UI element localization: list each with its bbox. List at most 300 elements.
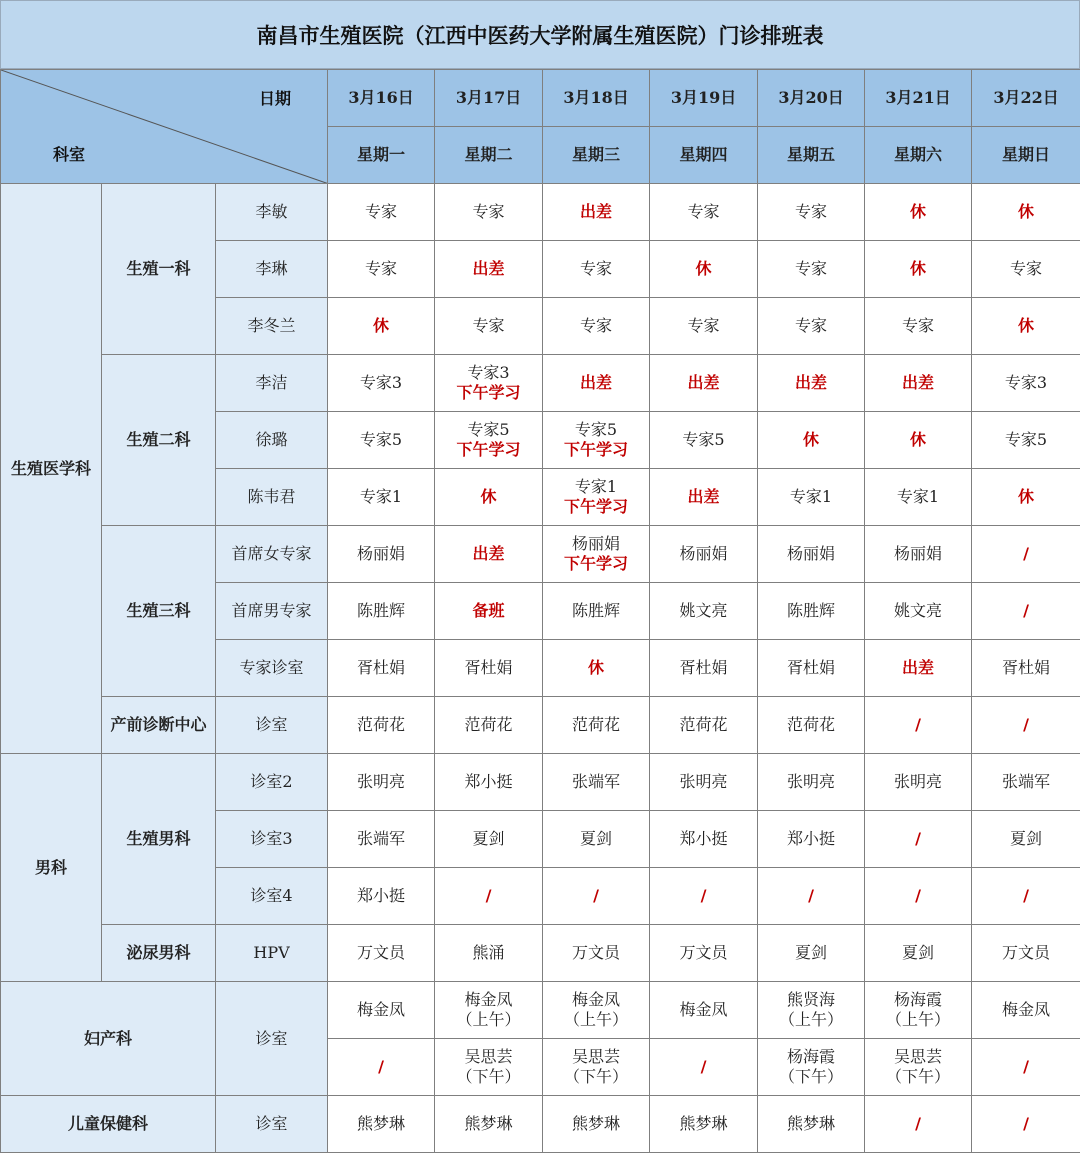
status-text: /	[328, 1057, 434, 1077]
assignment-text: 夏剑	[758, 943, 864, 963]
schedule-cell	[328, 355, 435, 412]
doctor-or-room-cell: 首席女专家	[216, 526, 328, 583]
assignment-text: 专家	[758, 202, 864, 222]
schedule-cell	[543, 526, 650, 583]
assignment-text: 专家5	[328, 430, 434, 450]
assignment-text: 郑小挺	[435, 772, 542, 792]
assignment-text: 专家1	[865, 487, 971, 507]
assignment-text: （下午）	[543, 1067, 649, 1087]
schedule-cell	[972, 982, 1080, 1039]
status-text: 休	[865, 202, 971, 222]
status-text: 出差	[650, 373, 757, 393]
weekday-header: 星期日	[972, 127, 1080, 184]
assignment-text: 专家5	[435, 420, 542, 440]
schedule-cell	[328, 1096, 435, 1153]
schedule-row	[1, 697, 1080, 754]
assignment-text: 熊梦琳	[435, 1114, 542, 1134]
schedule-cell	[328, 526, 435, 583]
status-text: /	[650, 886, 757, 906]
assignment-text: 梅金凤	[328, 1000, 434, 1020]
assignment-text: 陈胜辉	[543, 601, 649, 621]
assignment-text: 吴思芸	[435, 1047, 542, 1067]
assignment-text: 万文员	[543, 943, 649, 963]
schedule-cell	[543, 1039, 650, 1096]
assignment-text: （上午）	[758, 1010, 864, 1030]
schedule-cell	[543, 982, 650, 1039]
schedule-cell	[650, 697, 758, 754]
doctor-or-room-cell: 诊室	[216, 1096, 328, 1153]
assignment-text: 胥杜娟	[435, 658, 542, 678]
page-title: 南昌市生殖医院（江西中医药大学附属生殖医院）门诊排班表	[0, 0, 1080, 69]
department-cell: 生殖医学科	[1, 184, 102, 754]
status-text: 备班	[435, 601, 542, 621]
schedule-cell	[543, 469, 650, 526]
schedule-cell	[543, 754, 650, 811]
date-axis-label: 日期	[259, 89, 291, 109]
schedule-cell	[328, 811, 435, 868]
status-text: /	[543, 886, 649, 906]
schedule-cell	[972, 583, 1080, 640]
schedule-cell	[972, 355, 1080, 412]
status-text: /	[972, 886, 1080, 906]
assignment-text: （下午）	[435, 1067, 542, 1087]
assignment-text: 张明亮	[328, 772, 434, 792]
schedule-cell	[865, 241, 972, 298]
assignment-text: 梅金凤	[543, 990, 649, 1010]
schedule-row	[1, 355, 1080, 412]
status-text: /	[865, 1114, 971, 1134]
date-header: 3月16日	[328, 70, 435, 127]
assignment-text: 专家1	[758, 487, 864, 507]
sub-department-cell: 泌尿男科	[102, 925, 216, 982]
weekday-header: 星期六	[865, 127, 972, 184]
status-text: /	[865, 829, 971, 849]
schedule-cell	[328, 298, 435, 355]
assignment-text: 张端军	[972, 772, 1080, 792]
assignment-text: （上午）	[865, 1010, 971, 1030]
schedule-cell	[865, 1096, 972, 1153]
assignment-text: 专家3	[972, 373, 1080, 393]
status-text: 休	[865, 259, 971, 279]
department-cell: 儿童保健科	[1, 1096, 216, 1153]
schedule-cell	[650, 184, 758, 241]
assignment-text: 夏剑	[543, 829, 649, 849]
schedule-cell	[328, 1039, 435, 1096]
schedule-cell	[865, 754, 972, 811]
schedule-cell	[865, 298, 972, 355]
doctor-or-room-cell: 首席男专家	[216, 583, 328, 640]
schedule-cell	[328, 868, 435, 925]
assignment-text: 专家	[650, 202, 757, 222]
status-text: 出差	[865, 373, 971, 393]
schedule-cell	[972, 241, 1080, 298]
schedule-cell	[435, 1096, 543, 1153]
status-text: /	[972, 1114, 1080, 1134]
schedule-cell	[543, 412, 650, 469]
doctor-or-room-cell: 诊室	[216, 982, 328, 1096]
schedule-cell	[543, 925, 650, 982]
schedule-cell	[865, 811, 972, 868]
schedule-cell	[758, 412, 865, 469]
schedule-row	[1, 184, 1080, 241]
assignment-text: 杨海霞	[865, 990, 971, 1010]
sub-department-cell: 产前诊断中心	[102, 697, 216, 754]
doctor-or-room-cell: 诊室4	[216, 868, 328, 925]
doctor-or-room-cell: 诊室2	[216, 754, 328, 811]
dept-axis-label: 科室	[53, 145, 85, 165]
status-text: 休	[543, 658, 649, 678]
status-text: /	[972, 1057, 1080, 1077]
schedule-cell	[972, 754, 1080, 811]
assignment-text: 杨海霞	[758, 1047, 864, 1067]
assignment-text: 杨丽娟	[758, 544, 864, 564]
status-text: 出差	[435, 544, 542, 564]
status-text: /	[972, 601, 1080, 621]
schedule-cell	[972, 184, 1080, 241]
status-text: /	[650, 1057, 757, 1077]
status-text: 休	[328, 316, 434, 336]
schedule-cell	[758, 925, 865, 982]
date-header: 3月22日	[972, 70, 1080, 127]
schedule-cell	[328, 697, 435, 754]
schedule-cell	[543, 583, 650, 640]
schedule-cell	[972, 697, 1080, 754]
date-header: 3月21日	[865, 70, 972, 127]
assignment-text: 专家5	[972, 430, 1080, 450]
status-text: 下午学习	[543, 497, 649, 517]
schedule-cell	[758, 811, 865, 868]
doctor-or-room-cell: 李洁	[216, 355, 328, 412]
doctor-or-room-cell: 诊室3	[216, 811, 328, 868]
schedule-cell	[972, 526, 1080, 583]
status-text: 休	[865, 430, 971, 450]
assignment-text: 专家1	[543, 477, 649, 497]
status-text: 休	[972, 202, 1080, 222]
assignment-text: 专家	[650, 316, 757, 336]
schedule-cell	[543, 811, 650, 868]
schedule-cell	[650, 412, 758, 469]
schedule-cell	[328, 754, 435, 811]
status-text: 出差	[543, 202, 649, 222]
assignment-text: 吴思芸	[865, 1047, 971, 1067]
assignment-text: 专家5	[543, 420, 649, 440]
schedule-cell	[435, 811, 543, 868]
assignment-text: （上午）	[543, 1010, 649, 1030]
schedule-cell	[435, 469, 543, 526]
assignment-text: 熊梦琳	[328, 1114, 434, 1134]
assignment-text: 万文员	[650, 943, 757, 963]
status-text: 下午学习	[543, 554, 649, 574]
sub-department-cell: 生殖二科	[102, 355, 216, 526]
assignment-text: 专家3	[435, 363, 542, 383]
assignment-text: 范荷花	[758, 715, 864, 735]
assignment-text: 张端军	[328, 829, 434, 849]
assignment-text: 张明亮	[865, 772, 971, 792]
assignment-text: 万文员	[328, 943, 434, 963]
schedule-cell	[972, 469, 1080, 526]
schedule-cell	[865, 469, 972, 526]
status-text: /	[435, 886, 542, 906]
assignment-text: 专家	[865, 316, 971, 336]
schedule-cell	[865, 184, 972, 241]
assignment-text: 胥杜娟	[972, 658, 1080, 678]
schedule-cell	[435, 355, 543, 412]
assignment-text: 专家	[435, 202, 542, 222]
date-header: 3月20日	[758, 70, 865, 127]
schedule-cell	[865, 1039, 972, 1096]
sub-department-cell: 生殖一科	[102, 184, 216, 355]
assignment-text: 郑小挺	[758, 829, 864, 849]
schedule-cell	[435, 1039, 543, 1096]
schedule-cell	[435, 697, 543, 754]
assignment-text: 胥杜娟	[328, 658, 434, 678]
assignment-text: 杨丽娟	[328, 544, 434, 564]
assignment-text: 范荷花	[328, 715, 434, 735]
assignment-text: 夏剑	[972, 829, 1080, 849]
status-text: 休	[972, 487, 1080, 507]
doctor-or-room-cell: 李敏	[216, 184, 328, 241]
schedule-cell	[328, 640, 435, 697]
assignment-text: 专家	[758, 259, 864, 279]
schedule-cell	[758, 469, 865, 526]
schedule-cell	[758, 640, 865, 697]
schedule-cell	[543, 184, 650, 241]
status-text: 休	[758, 430, 864, 450]
schedule-cell	[328, 469, 435, 526]
status-text: 休	[650, 259, 757, 279]
doctor-or-room-cell: 陈韦君	[216, 469, 328, 526]
schedule-cell	[650, 754, 758, 811]
schedule-cell	[435, 583, 543, 640]
schedule-cell	[650, 526, 758, 583]
schedule-cell	[435, 184, 543, 241]
schedule-cell	[328, 184, 435, 241]
assignment-text: 专家1	[328, 487, 434, 507]
assignment-text: 陈胜辉	[328, 601, 434, 621]
assignment-text: 专家	[328, 259, 434, 279]
assignment-text: 杨丽娟	[543, 534, 649, 554]
schedule-cell	[328, 241, 435, 298]
assignment-text: （下午）	[865, 1067, 971, 1087]
doctor-or-room-cell: 诊室	[216, 697, 328, 754]
schedule-cell	[435, 925, 543, 982]
date-header: 3月19日	[650, 70, 758, 127]
schedule-cell	[758, 298, 865, 355]
schedule-table	[0, 69, 1080, 1153]
assignment-text: 范荷花	[650, 715, 757, 735]
sub-department-cell: 生殖三科	[102, 526, 216, 697]
schedule-cell	[758, 184, 865, 241]
schedule-cell	[543, 298, 650, 355]
assignment-text: 专家5	[650, 430, 757, 450]
status-text: 出差	[758, 373, 864, 393]
assignment-text: 郑小挺	[328, 886, 434, 906]
schedule-cell	[650, 241, 758, 298]
schedule-cell	[650, 1039, 758, 1096]
status-text: 出差	[543, 373, 649, 393]
assignment-text: 专家	[328, 202, 434, 222]
schedule-row	[1, 925, 1080, 982]
assignment-text: 熊贤海	[758, 990, 864, 1010]
weekday-header: 星期五	[758, 127, 865, 184]
schedule-cell	[435, 982, 543, 1039]
assignment-text: 专家	[435, 316, 542, 336]
schedule-cell	[543, 241, 650, 298]
schedule-cell	[972, 868, 1080, 925]
schedule-cell	[865, 355, 972, 412]
schedule-cell	[435, 412, 543, 469]
schedule-cell	[758, 754, 865, 811]
schedule-cell	[758, 241, 865, 298]
schedule-cell	[972, 1096, 1080, 1153]
schedule-cell	[865, 868, 972, 925]
schedule-cell	[543, 640, 650, 697]
assignment-text: 夏剑	[435, 829, 542, 849]
doctor-or-room-cell: 李冬兰	[216, 298, 328, 355]
schedule-cell	[650, 355, 758, 412]
schedule-cell	[758, 583, 865, 640]
schedule-cell	[650, 469, 758, 526]
doctor-or-room-cell: HPV	[216, 925, 328, 982]
status-text: 休	[435, 487, 542, 507]
schedule-cell	[865, 526, 972, 583]
assignment-text: 范荷花	[435, 715, 542, 735]
assignment-text: 熊梦琳	[758, 1114, 864, 1134]
schedule-cell	[758, 526, 865, 583]
status-text: /	[758, 886, 864, 906]
schedule-cell	[650, 811, 758, 868]
schedule-cell	[650, 925, 758, 982]
schedule-cell	[865, 925, 972, 982]
schedule-cell	[865, 697, 972, 754]
assignment-text: 范荷花	[543, 715, 649, 735]
header-corner-cell	[1, 70, 328, 184]
assignment-text: 陈胜辉	[758, 601, 864, 621]
assignment-text: 张明亮	[650, 772, 757, 792]
assignment-text: 吴思芸	[543, 1047, 649, 1067]
assignment-text: 梅金凤	[650, 1000, 757, 1020]
assignment-text: 熊梦琳	[650, 1114, 757, 1134]
weekday-header: 星期三	[543, 127, 650, 184]
assignment-text: 杨丽娟	[865, 544, 971, 564]
schedule-cell	[758, 868, 865, 925]
schedule-cell	[328, 412, 435, 469]
corner-diagonal	[1, 70, 328, 184]
doctor-or-room-cell: 徐璐	[216, 412, 328, 469]
assignment-text: 专家	[972, 259, 1080, 279]
assignment-text: 胥杜娟	[650, 658, 757, 678]
schedule-cell	[650, 640, 758, 697]
assignment-text: 熊涌	[435, 943, 542, 963]
assignment-text: 专家	[543, 259, 649, 279]
status-text: /	[865, 886, 971, 906]
schedule-cell	[972, 640, 1080, 697]
schedule-row	[1, 1096, 1080, 1153]
schedule-cell	[543, 355, 650, 412]
doctor-or-room-cell: 李琳	[216, 241, 328, 298]
assignment-text: （下午）	[758, 1067, 864, 1087]
schedule-cell	[435, 640, 543, 697]
schedule-cell	[650, 982, 758, 1039]
schedule-cell	[972, 1039, 1080, 1096]
department-cell: 男科	[1, 754, 102, 982]
assignment-text: 熊梦琳	[543, 1114, 649, 1134]
schedule-cell	[758, 697, 865, 754]
schedule-cell	[543, 868, 650, 925]
status-text: 出差	[435, 259, 542, 279]
assignment-text: 张明亮	[758, 772, 864, 792]
assignment-text: 姚文亮	[650, 601, 757, 621]
assignment-text: 万文员	[972, 943, 1080, 963]
schedule-cell	[435, 241, 543, 298]
schedule-cell	[865, 412, 972, 469]
date-header: 3月17日	[435, 70, 543, 127]
status-text: 下午学习	[435, 440, 542, 460]
assignment-text: 姚文亮	[865, 601, 971, 621]
department-cell: 妇产科	[1, 982, 216, 1096]
schedule-row	[1, 982, 1080, 1039]
assignment-text: 专家3	[328, 373, 434, 393]
status-text: 下午学习	[435, 383, 542, 403]
schedule-cell	[865, 640, 972, 697]
assignment-text: 专家	[758, 316, 864, 336]
assignment-text: 张端军	[543, 772, 649, 792]
schedule-cell	[543, 1096, 650, 1153]
weekday-header: 星期二	[435, 127, 543, 184]
assignment-text: 胥杜娟	[758, 658, 864, 678]
schedule-row	[1, 526, 1080, 583]
schedule-cell	[650, 868, 758, 925]
schedule-cell	[650, 1096, 758, 1153]
schedule-cell	[328, 583, 435, 640]
weekday-header: 星期一	[328, 127, 435, 184]
assignment-text: 专家	[543, 316, 649, 336]
schedule-cell	[328, 982, 435, 1039]
assignment-text: 梅金凤	[972, 1000, 1080, 1020]
schedule-cell	[650, 583, 758, 640]
schedule-cell	[758, 982, 865, 1039]
schedule-cell	[435, 526, 543, 583]
schedule-cell	[972, 811, 1080, 868]
schedule-cell	[972, 412, 1080, 469]
status-text: 休	[972, 316, 1080, 336]
schedule-cell	[650, 298, 758, 355]
status-text: 下午学习	[543, 440, 649, 460]
status-text: 出差	[865, 658, 971, 678]
schedule-cell	[865, 583, 972, 640]
sub-department-cell: 生殖男科	[102, 754, 216, 925]
schedule-cell	[972, 298, 1080, 355]
schedule-row	[1, 754, 1080, 811]
schedule-cell	[758, 1096, 865, 1153]
schedule-cell	[543, 697, 650, 754]
assignment-text: 梅金凤	[435, 990, 542, 1010]
assignment-text: 郑小挺	[650, 829, 757, 849]
schedule-cell	[865, 982, 972, 1039]
schedule-cell	[435, 298, 543, 355]
assignment-text: （上午）	[435, 1010, 542, 1030]
schedule-cell	[435, 868, 543, 925]
schedule-cell	[758, 1039, 865, 1096]
schedule-cell	[435, 754, 543, 811]
date-header: 3月18日	[543, 70, 650, 127]
schedule-cell	[972, 925, 1080, 982]
status-text: /	[972, 544, 1080, 564]
status-text: /	[972, 715, 1080, 735]
assignment-text: 杨丽娟	[650, 544, 757, 564]
weekday-header: 星期四	[650, 127, 758, 184]
assignment-text: 夏剑	[865, 943, 971, 963]
